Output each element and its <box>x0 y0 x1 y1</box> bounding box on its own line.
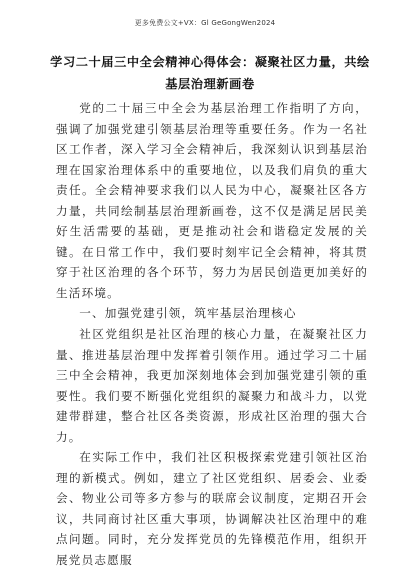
section-heading-1: 一、加强党建引领，筑牢基层治理核心 <box>79 306 297 321</box>
document-body <box>56 98 368 571</box>
paragraph-party-core: 社区党组织是社区治理的核心力量，在凝聚社区力量、推进基层治理中发挥着引领作用。通过学习二十届三中全会精神，我更加深刻地体会到加强党建引领的重要性。我们要不断强化党组织的凝聚力和战斗力，以党建带群建，整合社区各类资源，形成社区治理的强大合力。 <box>56 327 368 444</box>
paragraph-intro: 党的二十届三中全会为基层治理工作指明了方向，强调了加强党建引领基层治理等重要任务。作为一名社区工作者，深入学习全会精神后，我深刻认识到基层治理在国家治理体系中的重要地位，以及我们肩负的重大责任。全会精神要求我们以人民为中心，凝聚社区各方力量，共同绘制基层治理新画卷，这不仅是满足居民美好生活需要的基础，更是推动社会和谐稳定发展的关键。在日常工作中，我们要时刻牢记全会精神，将其贯穿于社区治理的各个环节，努力为居民创造更加美好的生活环境。 <box>56 101 368 300</box>
paragraph-practice: 在实际工作中，我们社区积极探索党建引领社区治理的新模式。例如，建立了社区党组织、居委会、业委会、物业公司等多方参与的联席会议制度，定期召开会议，共同商讨社区重大事项，协调解决社区治理中的难点问题。同时，充分发挥党员的先锋模范作用，组织开展党员志愿服 <box>56 450 368 568</box>
header-note: 更多免费公文+VX：Gl GeGongWen2024 <box>134 19 276 27</box>
document-title: 学习二十届三中全会精神心得体会：凝聚社区力量，共绘基层治理新画卷 <box>50 55 370 91</box>
